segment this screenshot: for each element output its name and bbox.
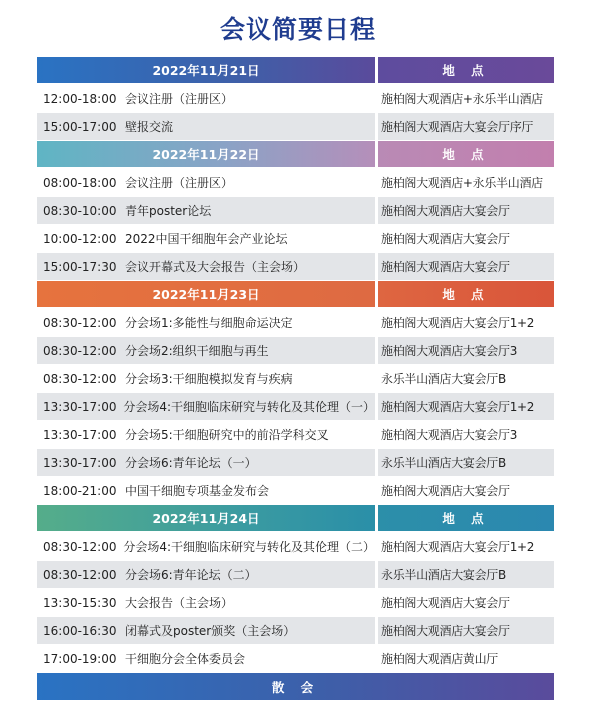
session-title: 壁报交流 <box>125 120 174 134</box>
session-location: 永乐半山酒店大宴会厅B <box>381 372 506 386</box>
location-cell <box>378 225 554 252</box>
session-location: 施柏阁大观酒店大宴会厅1+2 <box>381 540 535 554</box>
session-time: 08:30-12:00 <box>43 567 117 582</box>
session-location: 施柏阁大观酒店大宴会厅 <box>381 260 510 274</box>
session-location: 施柏阁大观酒店大宴会厅3 <box>381 428 518 442</box>
session-cell <box>37 533 375 560</box>
day-date: 2022年11月21日 <box>37 57 375 83</box>
session-cell <box>37 197 375 224</box>
session-location: 永乐半山酒店大宴会厅B <box>381 568 506 582</box>
location-cell <box>378 421 554 448</box>
day-date: 2022年11月23日 <box>37 281 375 307</box>
session-time: 13:30-17:00 <box>43 399 117 414</box>
session-time: 08:30-12:00 <box>43 343 117 358</box>
session-time: 13:30-15:30 <box>43 595 117 610</box>
schedule-row <box>37 561 554 588</box>
location-cell <box>378 533 554 560</box>
session-cell <box>37 589 375 616</box>
day-date: 2022年11月24日 <box>37 505 375 531</box>
location-header: 地 点 <box>378 57 554 83</box>
session-time: 13:30-17:00 <box>43 455 117 470</box>
session-cell <box>37 561 375 588</box>
session-location: 施柏阁大观酒店大宴会厅 <box>381 204 510 218</box>
session-time: 10:00-12:00 <box>43 231 117 246</box>
session-location: 施柏阁大观酒店大宴会厅 <box>381 484 510 498</box>
session-title: 闭幕式及poster颁奖（主会场） <box>125 624 296 638</box>
session-title: 分会场1:多能性与细胞命运决定 <box>125 316 293 330</box>
schedule-table <box>37 57 554 700</box>
session-time: 08:00-18:00 <box>43 175 117 190</box>
session-location: 施柏阁大观酒店大宴会厅序厅 <box>381 120 534 134</box>
location-cell <box>378 449 554 476</box>
location-cell <box>378 337 554 364</box>
schedule-row <box>37 309 554 336</box>
session-title: 会议开幕式及大会报告（主会场） <box>125 260 306 274</box>
schedule-row <box>37 477 554 504</box>
schedule-row <box>37 169 554 196</box>
day-date: 2022年11月22日 <box>37 141 375 167</box>
session-title: 分会场3:干细胞模拟发育与疾病 <box>125 372 293 386</box>
session-title: 会议注册（注册区） <box>125 176 234 190</box>
session-title: 分会场6:青年论坛（一） <box>125 456 257 470</box>
session-title: 会议注册（注册区） <box>125 92 234 106</box>
location-cell <box>378 561 554 588</box>
session-location: 施柏阁大观酒店大宴会厅 <box>381 232 510 246</box>
session-cell <box>37 645 375 672</box>
day-header <box>37 141 554 167</box>
session-cell <box>37 421 375 448</box>
session-time: 12:00-18:00 <box>43 91 117 106</box>
session-cell <box>37 225 375 252</box>
page-title: 会议简要日程 <box>219 15 376 44</box>
closing-banner: 散 会 <box>37 673 554 700</box>
location-cell <box>378 253 554 280</box>
session-time: 08:30-12:00 <box>43 371 117 386</box>
location-cell <box>378 477 554 504</box>
location-cell <box>378 113 554 140</box>
session-title: 分会场6:青年论坛（二） <box>125 568 257 582</box>
location-header: 地 点 <box>378 141 554 167</box>
location-cell <box>378 365 554 392</box>
session-title: 2022中国干细胞年会产业论坛 <box>125 232 288 246</box>
session-time: 15:00-17:30 <box>43 259 117 274</box>
session-time: 13:30-17:00 <box>43 427 117 442</box>
session-title: 中国干细胞专项基金发布会 <box>125 484 270 498</box>
schedule-row <box>37 645 554 672</box>
session-cell <box>37 393 375 420</box>
session-location: 施柏阁大观酒店大宴会厅 <box>381 624 510 638</box>
location-header: 地 点 <box>378 281 554 307</box>
schedule-row <box>37 365 554 392</box>
session-title: 分会场4:干细胞临床研究与转化及其伦理（二） <box>123 540 375 554</box>
session-cell <box>37 169 375 196</box>
session-cell <box>37 337 375 364</box>
schedule-row <box>37 617 554 644</box>
session-title: 分会场4:干细胞临床研究与转化及其伦理（一） <box>123 400 375 414</box>
session-title: 大会报告（主会场） <box>125 596 234 610</box>
session-title: 分会场2:组织干细胞与再生 <box>125 344 269 358</box>
schedule-row <box>37 253 554 280</box>
session-title: 青年poster论坛 <box>125 204 212 218</box>
session-cell <box>37 85 375 112</box>
session-cell <box>37 477 375 504</box>
schedule-row <box>37 113 554 140</box>
schedule-row <box>37 225 554 252</box>
schedule-row <box>37 197 554 224</box>
location-cell <box>378 393 554 420</box>
schedule-row <box>37 449 554 476</box>
location-cell <box>378 169 554 196</box>
session-title: 干细胞分会全体委员会 <box>125 652 246 666</box>
schedule-row <box>37 337 554 364</box>
session-location: 施柏阁大观酒店+永乐半山酒店 <box>381 92 543 106</box>
session-time: 17:00-19:00 <box>43 651 117 666</box>
day-header <box>37 281 554 307</box>
session-cell <box>37 449 375 476</box>
session-time: 15:00-17:00 <box>43 119 117 134</box>
session-cell <box>37 113 375 140</box>
location-cell <box>378 197 554 224</box>
session-location: 施柏阁大观酒店大宴会厅3 <box>381 344 518 358</box>
session-cell <box>37 365 375 392</box>
session-location: 施柏阁大观酒店大宴会厅1+2 <box>381 316 535 330</box>
location-cell <box>378 617 554 644</box>
session-cell <box>37 309 375 336</box>
location-cell <box>378 85 554 112</box>
session-cell <box>37 253 375 280</box>
location-cell <box>378 589 554 616</box>
session-time: 08:30-12:00 <box>43 539 117 554</box>
session-title: 分会场5:干细胞研究中的前沿学科交叉 <box>125 428 329 442</box>
session-time: 08:30-12:00 <box>43 315 117 330</box>
session-location: 施柏阁大观酒店黄山厅 <box>381 652 499 666</box>
location-header: 地 点 <box>378 505 554 531</box>
session-time: 18:00-21:00 <box>43 483 117 498</box>
session-time: 16:00-16:30 <box>43 623 117 638</box>
session-location: 施柏阁大观酒店+永乐半山酒店 <box>381 176 543 190</box>
location-cell <box>378 645 554 672</box>
session-time: 08:30-10:00 <box>43 203 117 218</box>
day-header <box>37 505 554 531</box>
session-location: 永乐半山酒店大宴会厅B <box>381 456 506 470</box>
location-cell <box>378 309 554 336</box>
session-location: 施柏阁大观酒店大宴会厅 <box>381 596 510 610</box>
day-header <box>37 57 554 83</box>
schedule-row <box>37 589 554 616</box>
schedule-row <box>37 85 554 112</box>
schedule-row <box>37 533 554 560</box>
schedule-row <box>37 421 554 448</box>
session-location: 施柏阁大观酒店大宴会厅1+2 <box>381 400 535 414</box>
schedule-row <box>37 393 554 420</box>
session-cell <box>37 617 375 644</box>
